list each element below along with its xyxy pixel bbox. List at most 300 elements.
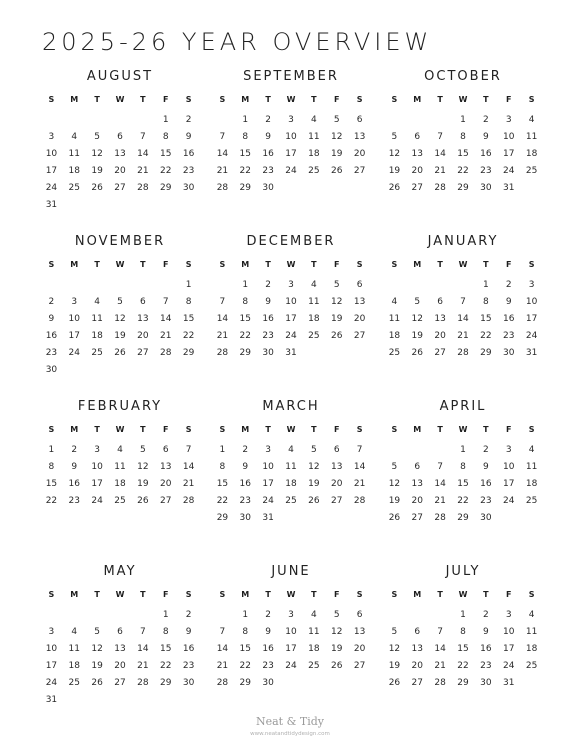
day-cell: 15 xyxy=(45,479,58,489)
empty-cell xyxy=(429,277,452,294)
weekday-header: T xyxy=(265,260,271,269)
empty-cell xyxy=(406,112,429,129)
day-cell: 26 xyxy=(308,496,320,506)
day-cell: 10 xyxy=(45,644,58,654)
day-cell: 21 xyxy=(182,479,195,489)
weekday-header: T xyxy=(437,590,443,599)
day-cell: 22 xyxy=(159,661,172,671)
day-cell: 12 xyxy=(330,627,343,637)
day-cell: 24 xyxy=(285,166,297,176)
day-cell: 19 xyxy=(330,314,343,324)
weekday-header: F xyxy=(162,95,169,104)
day-cell: 21 xyxy=(216,331,229,341)
day-cell: 7 xyxy=(437,462,443,472)
day-cell: 23 xyxy=(262,166,274,176)
weekday-header: S xyxy=(185,425,192,434)
day-cell: 2 xyxy=(482,610,489,620)
weekday-header-row xyxy=(383,424,543,436)
day-cell: 21 xyxy=(434,496,446,506)
day-cell: 23 xyxy=(182,661,195,671)
weekday-header: W xyxy=(458,260,468,269)
day-cell: 1 xyxy=(242,610,249,620)
empty-cell xyxy=(383,607,406,624)
day-cell: 19 xyxy=(388,661,401,671)
weekday-header: T xyxy=(140,425,146,434)
weekday-header: S xyxy=(185,590,192,599)
empty-cell xyxy=(86,277,109,294)
day-cell: 18 xyxy=(308,314,320,324)
day-cell: 8 xyxy=(242,132,249,142)
month-name: MAY xyxy=(103,564,137,579)
day-cell: 23 xyxy=(262,331,274,341)
day-cell: 7 xyxy=(139,627,146,637)
weekday-header: T xyxy=(437,260,443,269)
day-cell: 23 xyxy=(480,661,492,671)
day-cell: 14 xyxy=(216,314,229,324)
day-cell: 26 xyxy=(388,183,401,193)
day-cell: 31 xyxy=(525,348,538,358)
day-cell: 13 xyxy=(411,149,423,159)
day-cell: 20 xyxy=(434,331,446,341)
day-cell: 11 xyxy=(525,627,538,637)
day-cell: 12 xyxy=(388,644,401,654)
weekday-header: F xyxy=(162,590,169,599)
day-cell: 15 xyxy=(159,644,172,654)
day-cell: 5 xyxy=(333,280,340,290)
day-cell: 18 xyxy=(308,644,320,654)
day-cell: 11 xyxy=(68,149,80,159)
day-cell: 21 xyxy=(137,661,149,671)
weekday-header-row xyxy=(383,259,543,271)
day-grid xyxy=(211,277,371,362)
day-cell: 11 xyxy=(388,314,401,324)
day-cell: 2 xyxy=(265,610,271,620)
day-cell: 5 xyxy=(391,132,398,142)
month-september xyxy=(211,68,371,197)
day-cell: 16 xyxy=(480,644,492,654)
day-cell: 4 xyxy=(71,627,78,637)
day-cell: 15 xyxy=(239,149,251,159)
day-cell: 12 xyxy=(411,314,423,324)
day-cell: 31 xyxy=(262,513,274,523)
weekday-header: S xyxy=(356,260,363,269)
day-cell: 16 xyxy=(239,479,251,489)
day-cell: 30 xyxy=(262,678,274,688)
weekday-header: W xyxy=(458,590,468,599)
empty-cell xyxy=(452,277,475,294)
day-grid xyxy=(211,607,371,692)
day-cell: 25 xyxy=(525,166,538,176)
day-cell: 14 xyxy=(137,644,149,654)
weekday-header: F xyxy=(505,95,512,104)
weekday-header: T xyxy=(94,95,100,104)
day-cell: 15 xyxy=(480,314,492,324)
empty-cell xyxy=(383,442,406,459)
day-cell: 9 xyxy=(482,132,489,142)
weekday-header-row xyxy=(40,259,200,271)
day-cell: 10 xyxy=(525,297,538,307)
day-cell: 10 xyxy=(68,314,80,324)
day-cell: 1 xyxy=(219,445,226,455)
weekday-header: M xyxy=(413,260,422,269)
day-cell: 20 xyxy=(411,496,423,506)
day-cell: 7 xyxy=(460,297,466,307)
empty-cell xyxy=(383,277,406,294)
empty-cell xyxy=(109,607,132,624)
day-cell: 2 xyxy=(505,280,512,290)
day-cell: 3 xyxy=(48,627,55,637)
day-cell: 22 xyxy=(239,166,251,176)
day-cell: 15 xyxy=(239,644,251,654)
day-cell: 3 xyxy=(71,297,78,307)
day-cell: 9 xyxy=(185,627,192,637)
day-cell: 31 xyxy=(502,183,515,193)
day-cell: 1 xyxy=(185,280,192,290)
empty-cell xyxy=(406,607,429,624)
day-cell: 29 xyxy=(239,678,251,688)
day-cell: 3 xyxy=(505,115,512,125)
empty-cell xyxy=(63,277,86,294)
day-cell: 15 xyxy=(182,314,195,324)
day-cell: 28 xyxy=(216,183,229,193)
day-cell: 2 xyxy=(482,115,489,125)
day-cell: 1 xyxy=(242,115,249,125)
day-cell: 16 xyxy=(182,149,195,159)
day-cell: 12 xyxy=(308,462,320,472)
day-cell: 2 xyxy=(185,115,192,125)
day-cell: 8 xyxy=(162,627,169,637)
day-cell: 26 xyxy=(411,348,423,358)
weekday-header: M xyxy=(413,425,422,434)
month-name: OCTOBER xyxy=(424,69,502,84)
day-cell: 4 xyxy=(528,610,535,620)
day-cell: 5 xyxy=(391,627,398,637)
day-cell: 4 xyxy=(310,115,317,125)
day-cell: 30 xyxy=(45,365,58,375)
day-cell: 29 xyxy=(182,348,195,358)
day-cell: 24 xyxy=(68,348,80,358)
day-cell: 5 xyxy=(94,132,100,142)
empty-cell xyxy=(211,112,234,129)
day-cell: 7 xyxy=(437,627,443,637)
weekday-header-row xyxy=(211,424,371,436)
day-cell: 22 xyxy=(239,331,251,341)
weekday-header: S xyxy=(219,590,226,599)
day-cell: 5 xyxy=(139,445,146,455)
day-cell: 7 xyxy=(162,297,169,307)
day-cell: 24 xyxy=(502,496,515,506)
day-cell: 28 xyxy=(434,678,446,688)
day-cell: 24 xyxy=(285,661,297,671)
day-cell: 15 xyxy=(216,479,229,489)
day-cell: 4 xyxy=(528,445,535,455)
day-cell: 19 xyxy=(308,479,320,489)
weekday-header: T xyxy=(483,260,489,269)
day-cell: 6 xyxy=(356,115,363,125)
day-cell: 13 xyxy=(330,462,343,472)
day-cell: 23 xyxy=(182,166,195,176)
day-cell: 3 xyxy=(288,115,294,125)
day-cell: 11 xyxy=(285,462,297,472)
weekday-header: T xyxy=(311,425,317,434)
day-cell: 11 xyxy=(68,644,80,654)
day-cell: 26 xyxy=(91,678,103,688)
day-cell: 23 xyxy=(502,331,515,341)
day-cell: 25 xyxy=(388,348,401,358)
day-cell: 30 xyxy=(262,183,274,193)
day-cell: 30 xyxy=(502,348,515,358)
day-cell: 13 xyxy=(434,314,446,324)
day-cell: 10 xyxy=(502,462,515,472)
weekday-header: S xyxy=(356,95,363,104)
day-cell: 25 xyxy=(68,183,80,193)
day-cell: 11 xyxy=(91,314,103,324)
weekday-header: S xyxy=(391,425,398,434)
day-cell: 30 xyxy=(239,513,251,523)
day-cell: 8 xyxy=(460,627,466,637)
day-cell: 30 xyxy=(480,513,492,523)
day-cell: 28 xyxy=(216,678,229,688)
day-cell: 24 xyxy=(45,183,58,193)
day-cell: 9 xyxy=(482,627,489,637)
day-cell: 21 xyxy=(216,166,229,176)
day-cell: 17 xyxy=(45,661,58,671)
weekday-header: T xyxy=(311,95,317,104)
weekday-header: T xyxy=(140,95,146,104)
day-cell: 9 xyxy=(48,314,55,324)
empty-cell xyxy=(383,112,406,129)
day-cell: 22 xyxy=(159,166,172,176)
day-cell: 14 xyxy=(353,462,366,472)
day-cell: 27 xyxy=(330,496,343,506)
empty-cell xyxy=(211,607,234,624)
month-name: DECEMBER xyxy=(246,234,336,249)
weekday-header: S xyxy=(356,590,363,599)
day-cell: 4 xyxy=(94,297,100,307)
weekday-header: W xyxy=(115,425,125,434)
day-cell: 14 xyxy=(216,644,229,654)
day-cell: 12 xyxy=(91,149,103,159)
day-cell: 21 xyxy=(434,661,446,671)
day-grid xyxy=(383,277,543,362)
day-cell: 6 xyxy=(333,445,340,455)
day-cell: 12 xyxy=(330,297,343,307)
day-cell: 13 xyxy=(411,644,423,654)
day-cell: 16 xyxy=(68,479,80,489)
weekday-header: W xyxy=(115,95,125,104)
day-cell: 10 xyxy=(502,132,515,142)
day-cell: 18 xyxy=(388,331,401,341)
month-july xyxy=(383,563,543,692)
weekday-header: M xyxy=(241,95,250,104)
day-cell: 13 xyxy=(159,462,172,472)
day-cell: 27 xyxy=(353,661,366,671)
day-cell: 8 xyxy=(162,132,169,142)
day-cell: 18 xyxy=(285,479,297,489)
weekday-header: S xyxy=(356,425,363,434)
day-cell: 6 xyxy=(117,627,123,637)
day-cell: 25 xyxy=(525,661,538,671)
day-cell: 10 xyxy=(91,462,103,472)
day-cell: 26 xyxy=(330,661,343,671)
day-cell: 17 xyxy=(285,149,297,159)
day-cell: 10 xyxy=(285,627,297,637)
day-cell: 3 xyxy=(94,445,100,455)
day-cell: 27 xyxy=(434,348,446,358)
empty-cell xyxy=(86,112,109,129)
weekday-header: F xyxy=(333,95,340,104)
day-cell: 27 xyxy=(411,513,423,523)
day-cell: 6 xyxy=(117,132,123,142)
day-cell: 3 xyxy=(528,280,535,290)
day-cell: 28 xyxy=(434,183,446,193)
day-cell: 16 xyxy=(45,331,58,341)
day-cell: 10 xyxy=(262,462,274,472)
day-cell: 25 xyxy=(308,166,320,176)
day-grid xyxy=(211,442,371,527)
day-cell: 9 xyxy=(185,132,192,142)
day-cell: 13 xyxy=(137,314,149,324)
day-cell: 7 xyxy=(219,132,226,142)
day-cell: 3 xyxy=(505,610,512,620)
day-cell: 29 xyxy=(216,513,229,523)
weekday-header: W xyxy=(286,260,296,269)
day-cell: 17 xyxy=(285,314,297,324)
day-cell: 26 xyxy=(388,678,401,688)
day-cell: 17 xyxy=(91,479,103,489)
day-grid xyxy=(211,112,371,197)
weekday-header: S xyxy=(219,95,226,104)
day-cell: 26 xyxy=(388,513,401,523)
weekday-header-row xyxy=(40,424,200,436)
weekday-header: T xyxy=(265,590,271,599)
weekday-header: M xyxy=(241,425,250,434)
empty-cell xyxy=(131,277,154,294)
day-grid xyxy=(40,442,200,510)
weekday-header-row xyxy=(40,94,200,106)
empty-cell xyxy=(131,607,154,624)
day-cell: 24 xyxy=(285,331,297,341)
day-cell: 25 xyxy=(308,331,320,341)
day-cell: 23 xyxy=(68,496,80,506)
empty-cell xyxy=(109,277,132,294)
weekday-header-row xyxy=(40,589,200,601)
weekday-header: S xyxy=(185,260,192,269)
day-cell: 27 xyxy=(411,678,423,688)
day-cell: 21 xyxy=(434,166,446,176)
month-october xyxy=(383,68,543,197)
day-cell: 23 xyxy=(480,166,492,176)
day-cell: 6 xyxy=(414,132,421,142)
day-cell: 30 xyxy=(480,183,492,193)
day-cell: 16 xyxy=(262,644,274,654)
weekday-header: T xyxy=(265,425,271,434)
day-cell: 6 xyxy=(162,445,169,455)
day-cell: 16 xyxy=(480,149,492,159)
day-cell: 28 xyxy=(353,496,366,506)
weekday-header-row xyxy=(383,589,543,601)
weekday-header: S xyxy=(219,260,226,269)
day-cell: 26 xyxy=(137,496,149,506)
weekday-header: S xyxy=(48,590,55,599)
brand-logo-text: Neat & Tidy xyxy=(255,715,324,728)
weekday-header: W xyxy=(458,95,468,104)
day-cell: 5 xyxy=(310,445,317,455)
page-title: 2025-26 YEAR OVERVIEW xyxy=(42,28,433,56)
day-cell: 16 xyxy=(182,644,195,654)
day-cell: 9 xyxy=(265,627,271,637)
day-cell: 13 xyxy=(353,297,366,307)
month-name: FEBRUARY xyxy=(77,399,163,414)
weekday-header: T xyxy=(94,425,100,434)
day-cell: 22 xyxy=(45,496,58,506)
day-cell: 20 xyxy=(137,331,149,341)
day-cell: 24 xyxy=(45,678,58,688)
day-cell: 14 xyxy=(182,462,195,472)
day-cell: 3 xyxy=(288,610,294,620)
day-cell: 14 xyxy=(216,149,229,159)
empty-cell xyxy=(63,607,86,624)
day-cell: 20 xyxy=(114,166,126,176)
day-cell: 7 xyxy=(185,445,192,455)
day-cell: 1 xyxy=(460,115,466,125)
day-cell: 18 xyxy=(525,644,538,654)
day-cell: 3 xyxy=(505,445,512,455)
day-grid xyxy=(383,112,543,197)
day-cell: 20 xyxy=(411,661,423,671)
day-cell: 20 xyxy=(353,149,366,159)
day-cell: 21 xyxy=(457,331,469,341)
day-cell: 15 xyxy=(457,644,469,654)
day-cell: 1 xyxy=(460,445,466,455)
weekday-header: S xyxy=(48,425,55,434)
day-cell: 27 xyxy=(353,166,366,176)
day-cell: 22 xyxy=(457,661,469,671)
day-cell: 8 xyxy=(185,297,192,307)
day-cell: 11 xyxy=(525,462,538,472)
day-cell: 20 xyxy=(330,479,343,489)
day-cell: 3 xyxy=(265,445,271,455)
day-cell: 22 xyxy=(239,661,251,671)
day-cell: 2 xyxy=(265,115,271,125)
day-cell: 22 xyxy=(182,331,195,341)
day-cell: 21 xyxy=(137,166,149,176)
weekday-header: M xyxy=(70,590,79,599)
day-cell: 31 xyxy=(45,695,58,705)
day-cell: 23 xyxy=(239,496,251,506)
weekday-header: W xyxy=(286,95,296,104)
day-cell: 28 xyxy=(434,513,446,523)
month-name: APRIL xyxy=(439,399,487,414)
day-cell: 19 xyxy=(388,496,401,506)
day-cell: 19 xyxy=(388,166,401,176)
weekday-header: S xyxy=(185,95,192,104)
day-cell: 5 xyxy=(333,115,340,125)
weekday-header: T xyxy=(140,590,146,599)
day-cell: 21 xyxy=(159,331,172,341)
weekday-header: S xyxy=(219,425,226,434)
day-cell: 17 xyxy=(502,479,515,489)
month-august xyxy=(40,68,200,214)
day-grid xyxy=(40,607,200,709)
empty-cell xyxy=(211,277,234,294)
day-cell: 13 xyxy=(114,149,126,159)
day-cell: 29 xyxy=(239,348,251,358)
weekday-header: S xyxy=(528,95,535,104)
empty-cell xyxy=(429,112,452,129)
day-cell: 1 xyxy=(482,280,489,290)
day-cell: 1 xyxy=(460,610,466,620)
